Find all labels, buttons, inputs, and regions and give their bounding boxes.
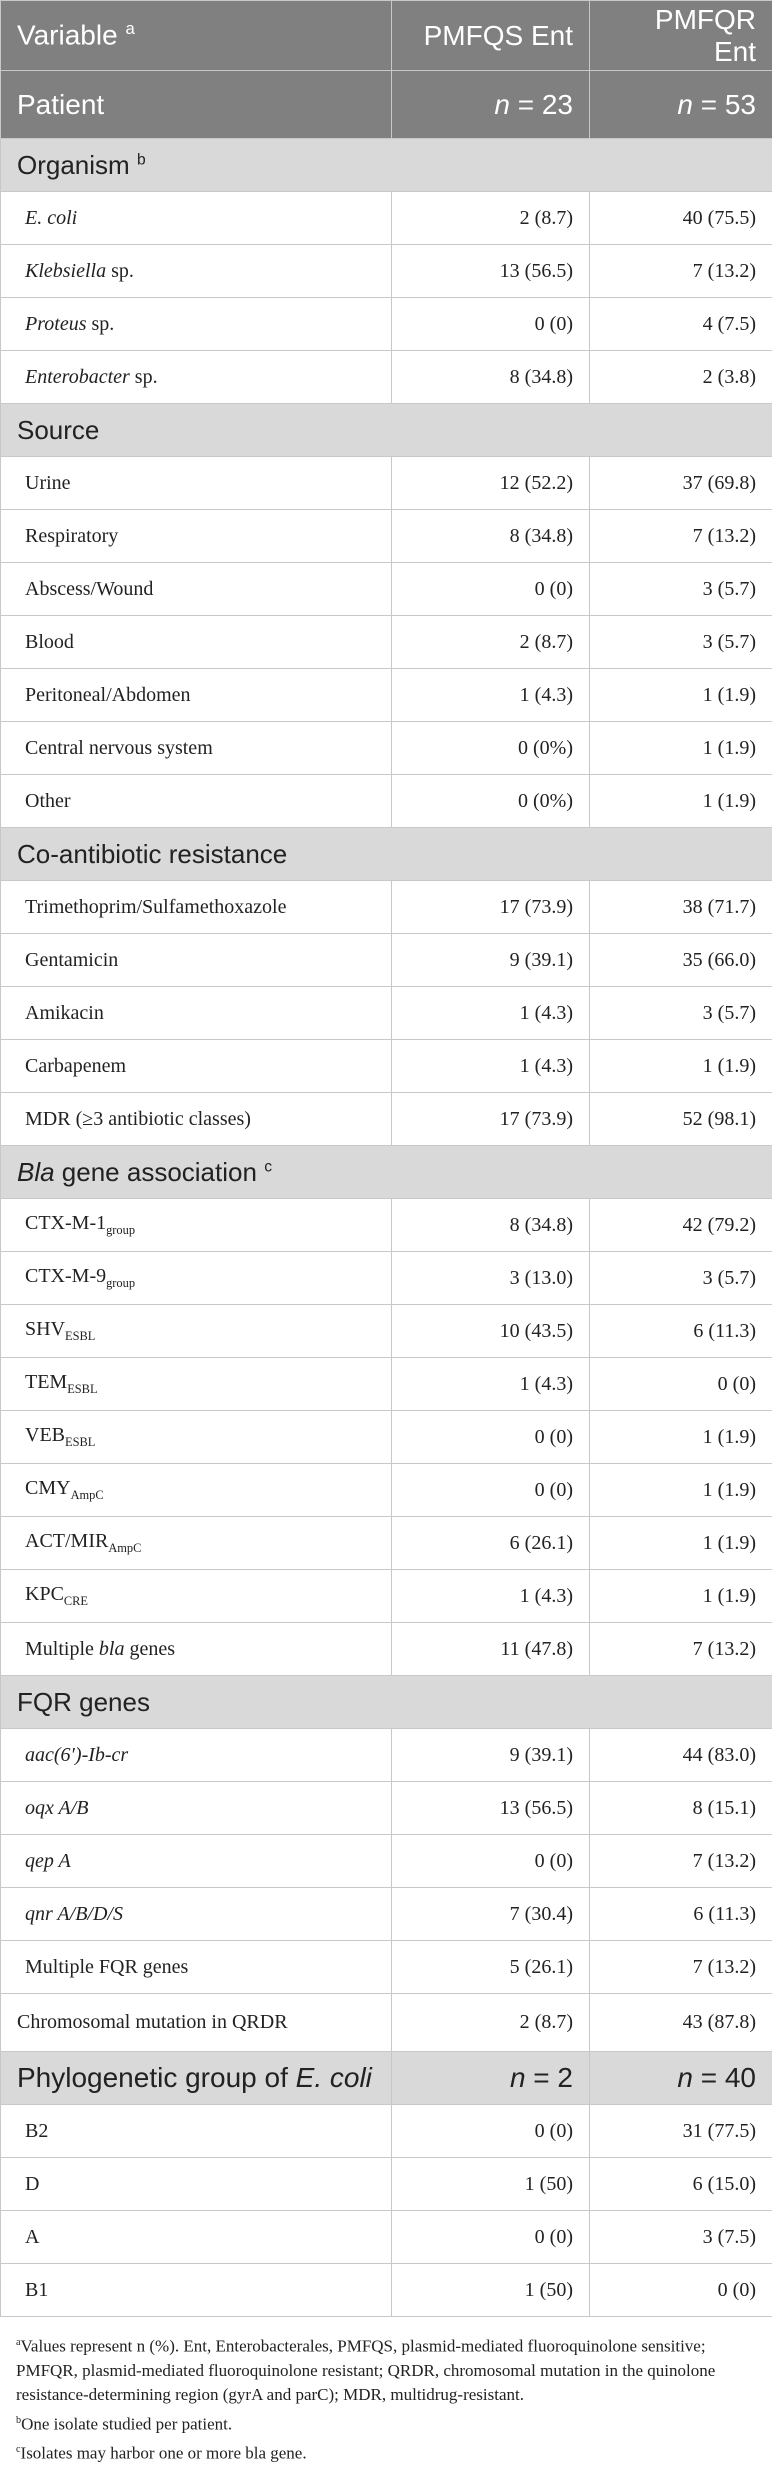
- pmfqs-value: 8 (34.8): [392, 510, 590, 563]
- row-label: oqx A/B: [1, 1782, 392, 1835]
- pmfqs-value: 8 (34.8): [392, 351, 590, 404]
- row-label: ACT/$MIR_{AmpC}$: [1, 1517, 392, 1570]
- table-row: [1, 2105, 772, 2158]
- table-row: [1, 1040, 772, 1093]
- pmfqs-value: 2 (8.7): [392, 192, 590, 245]
- row-label: CTX-$M-1_{group}$: [1, 1199, 392, 1252]
- pmfqs-value: 0 (0): [392, 1464, 590, 1517]
- row-label: Proteus sp.: [1, 298, 392, 351]
- table-row: [1, 1782, 772, 1835]
- footnote: $^a$Values represent n (%). Ent, Enterobacterales, PMFQS, plasmid-mediated fluoroquinolone sensitive; PMFQR, plasmid-mediated fluoroquinolone resistant; QRDR, chromosomal mutation in the quinolone resistance-determining region (gyrA and parC); MDR, multidrug-resistant.: [16, 2336, 716, 2404]
- section-bla: [1, 1146, 772, 1199]
- table-row: [1, 563, 772, 616]
- row-label: Blood: [1, 616, 392, 669]
- section-phylogenetic: [1, 2052, 772, 2105]
- section-coantibiotic: [1, 828, 772, 881]
- footnote: $^c$Isolates may harbor one or more bla gene.: [16, 2443, 307, 2463]
- pmfqs-value: 9 (39.1): [392, 1729, 590, 1782]
- variable-header: Variable $^a$: [1, 1, 392, 71]
- pmfqr-value: 0 (0): [590, 1358, 772, 1411]
- pmfqs-value: 1 (4.3): [392, 987, 590, 1040]
- row-label: Abscess/Wound: [1, 563, 392, 616]
- pmfqr-value: 42 (79.2): [590, 1199, 772, 1252]
- pmfqs-value: 5 (26.1): [392, 1941, 590, 1994]
- table-row: [1, 2264, 772, 2317]
- pmfqs-value: 17 (73.9): [392, 881, 590, 934]
- table-row: [1, 1994, 772, 2052]
- patient-row: [1, 71, 772, 139]
- pmfqs-value: 1 (4.3): [392, 1040, 590, 1093]
- row-label: $VEB_{ESBL}$: [1, 1411, 392, 1464]
- pmfqr-value: 1 (1.9): [590, 1464, 772, 1517]
- pmfqs-value: 1 (4.3): [392, 669, 590, 722]
- row-label: Central nervous system: [1, 722, 392, 775]
- row-label: CTX-$M-9_{group}$: [1, 1252, 392, 1305]
- table-row: [1, 1729, 772, 1782]
- table-row: [1, 1517, 772, 1570]
- section-fqr: [1, 1676, 772, 1729]
- pmfqr-value: 3 (5.7): [590, 1252, 772, 1305]
- table-row: [1, 510, 772, 563]
- pmfqr-value: 1 (1.9): [590, 1040, 772, 1093]
- pmfqs-value: 6 (26.1): [392, 1517, 590, 1570]
- table-row: [1, 881, 772, 934]
- pmfqr-value: 7 (13.2): [590, 245, 772, 298]
- pmfqr-value: 7 (13.2): [590, 1941, 772, 1994]
- pmfqr-value: 1 (1.9): [590, 722, 772, 775]
- table-row: [1, 775, 772, 828]
- pmfqr-value: 38 (71.7): [590, 881, 772, 934]
- pmfqs-value: 0 (0): [392, 2211, 590, 2264]
- row-label: qep A: [1, 1835, 392, 1888]
- pmfqs-value: 1 (4.3): [392, 1570, 590, 1623]
- row-label: B2: [1, 2105, 392, 2158]
- pmfqr-value: 1 (1.9): [590, 669, 772, 722]
- row-label: Peritoneal/Abdomen: [1, 669, 392, 722]
- table-row: [1, 192, 772, 245]
- table-row: [1, 457, 772, 510]
- row-label: Respiratory: [1, 510, 392, 563]
- pmfqs-value: 11 (47.8): [392, 1623, 590, 1676]
- row-label: Trimethoprim/Sulfamethoxazole: [1, 881, 392, 934]
- pmfqs-value: 8 (34.8): [392, 1199, 590, 1252]
- table-row: [1, 1464, 772, 1517]
- pmfqr-value: 6 (11.3): [590, 1305, 772, 1358]
- pmfqr-value: 6 (15.0): [590, 2158, 772, 2211]
- section-source: [1, 404, 772, 457]
- row-label: $SHV_{ESBL}$: [1, 1305, 392, 1358]
- table-row: [1, 987, 772, 1040]
- table-row: [1, 351, 772, 404]
- section-title: Bla gene association $^c$: [1, 1146, 772, 1199]
- patient-n-pmfqr: n = 53: [590, 71, 772, 139]
- pmfqs-value: 13 (56.5): [392, 1782, 590, 1835]
- table-row: [1, 1093, 772, 1146]
- table-row: [1, 1411, 772, 1464]
- pmfqr-value: 37 (69.8): [590, 457, 772, 510]
- row-label: Chromosomal mutation in QRDR: [1, 1994, 392, 2052]
- pmfqs-value: 0 (0%): [392, 722, 590, 775]
- pmfqr-value: 2 (3.8): [590, 351, 772, 404]
- row-label: E. coli: [1, 192, 392, 245]
- pmfqr-value: 0 (0): [590, 2264, 772, 2317]
- pmfqr-value: 3 (7.5): [590, 2211, 772, 2264]
- row-label: Klebsiella sp.: [1, 245, 392, 298]
- pmfqr-value: 7 (13.2): [590, 510, 772, 563]
- pmfqr-header: PMFQR Ent: [590, 1, 772, 71]
- section-organism: Organism $^b$: [1, 139, 772, 192]
- table-row: [1, 934, 772, 987]
- pmfqr-value: 7 (13.2): [590, 1835, 772, 1888]
- table-row: [1, 245, 772, 298]
- row-label: aac(6′)-Ib-cr: [1, 1729, 392, 1782]
- pmfqs-value: 0 (0): [392, 1411, 590, 1464]
- row-label: Multiple FQR genes: [1, 1941, 392, 1994]
- row-label: Multiple bla genes: [1, 1623, 392, 1676]
- pmfqr-value: 1 (1.9): [590, 1411, 772, 1464]
- table-row: [1, 1888, 772, 1941]
- header-row: [1, 1, 772, 71]
- row-label: D: [1, 2158, 392, 2211]
- pmfqr-value: 6 (11.3): [590, 1888, 772, 1941]
- patient-label: Patient: [1, 71, 392, 139]
- table-row: [1, 722, 772, 775]
- row-label: $CMY_{AmpC}$: [1, 1464, 392, 1517]
- footnotes: [0, 2317, 772, 2466]
- phylo-n-pmfqr: n = 40: [590, 2052, 772, 2105]
- table-row: [1, 1305, 772, 1358]
- pmfqs-value: 2 (8.7): [392, 1994, 590, 2052]
- row-label: $KPC_{CRE}$: [1, 1570, 392, 1623]
- row-label: Gentamicin: [1, 934, 392, 987]
- row-label: $TEM_{ESBL}$: [1, 1358, 392, 1411]
- pmfqr-value: 40 (75.5): [590, 192, 772, 245]
- pmfqr-value: 1 (1.9): [590, 1570, 772, 1623]
- row-label: Other: [1, 775, 392, 828]
- row-label: B1: [1, 2264, 392, 2317]
- table-row: [1, 616, 772, 669]
- table-row: [1, 1835, 772, 1888]
- pmfqs-value: 9 (39.1): [392, 934, 590, 987]
- pmfqr-value: 1 (1.9): [590, 1517, 772, 1570]
- pmfqs-header: PMFQS Ent: [392, 1, 590, 71]
- table-row: [1, 1252, 772, 1305]
- pmfqs-value: 0 (0): [392, 1835, 590, 1888]
- table-row: [1, 298, 772, 351]
- pmfqr-value: 8 (15.1): [590, 1782, 772, 1835]
- pmfqr-value: 35 (66.0): [590, 934, 772, 987]
- pmfqr-value: 3 (5.7): [590, 563, 772, 616]
- pmfqs-value: 0 (0): [392, 298, 590, 351]
- table-row: [1, 1623, 772, 1676]
- row-label: Urine: [1, 457, 392, 510]
- row-label: Enterobacter sp.: [1, 351, 392, 404]
- section-title: Source: [1, 404, 772, 457]
- pmfqs-value: 12 (52.2): [392, 457, 590, 510]
- section-title: Phylogenetic group of E. coli: [1, 2052, 392, 2105]
- row-label: A: [1, 2211, 392, 2264]
- pmfqs-value: 0 (0): [392, 2105, 590, 2158]
- pmfqs-value: 10 (43.5): [392, 1305, 590, 1358]
- table-row: [1, 2211, 772, 2264]
- pmfqs-value: 0 (0%): [392, 775, 590, 828]
- row-label: Amikacin: [1, 987, 392, 1040]
- section-title: Co-antibiotic resistance: [1, 828, 772, 881]
- row-label: MDR (≥3 antibiotic classes): [1, 1093, 392, 1146]
- pmfqs-value: 1 (50): [392, 2264, 590, 2317]
- pmfqr-value: 44 (83.0): [590, 1729, 772, 1782]
- section-title: FQR genes: [1, 1676, 772, 1729]
- pmfqr-value: 52 (98.1): [590, 1093, 772, 1146]
- table-row: [1, 2158, 772, 2211]
- footnote: $^b$One isolate studied per patient.: [16, 2414, 233, 2434]
- pmfqr-value: 1 (1.9): [590, 775, 772, 828]
- pmfqr-value: 43 (87.8): [590, 1994, 772, 2052]
- table-row: [1, 1941, 772, 1994]
- table-row: [1, 1570, 772, 1623]
- pmfqr-value: 3 (5.7): [590, 987, 772, 1040]
- pmfqs-value: 1 (4.3): [392, 1358, 590, 1411]
- pmfqs-value: 2 (8.7): [392, 616, 590, 669]
- phylo-n-pmfqs: n = 2: [392, 2052, 590, 2105]
- pmfqr-value: 7 (13.2): [590, 1623, 772, 1676]
- table-row: [1, 669, 772, 722]
- row-label: qnr A/B/D/S: [1, 1888, 392, 1941]
- table-row: [1, 1199, 772, 1252]
- table-row: [1, 1358, 772, 1411]
- pmfqr-value: 3 (5.7): [590, 616, 772, 669]
- patient-n-pmfqs: n = 23: [392, 71, 590, 139]
- row-label: Carbapenem: [1, 1040, 392, 1093]
- pmfqs-value: 0 (0): [392, 563, 590, 616]
- pmfqs-value: 17 (73.9): [392, 1093, 590, 1146]
- pmfqs-value: 7 (30.4): [392, 1888, 590, 1941]
- pmfqr-value: 31 (77.5): [590, 2105, 772, 2158]
- pmfqs-value: 1 (50): [392, 2158, 590, 2211]
- pmfqr-value: 4 (7.5): [590, 298, 772, 351]
- pmfqs-value: 3 (13.0): [392, 1252, 590, 1305]
- pmfqs-value: 13 (56.5): [392, 245, 590, 298]
